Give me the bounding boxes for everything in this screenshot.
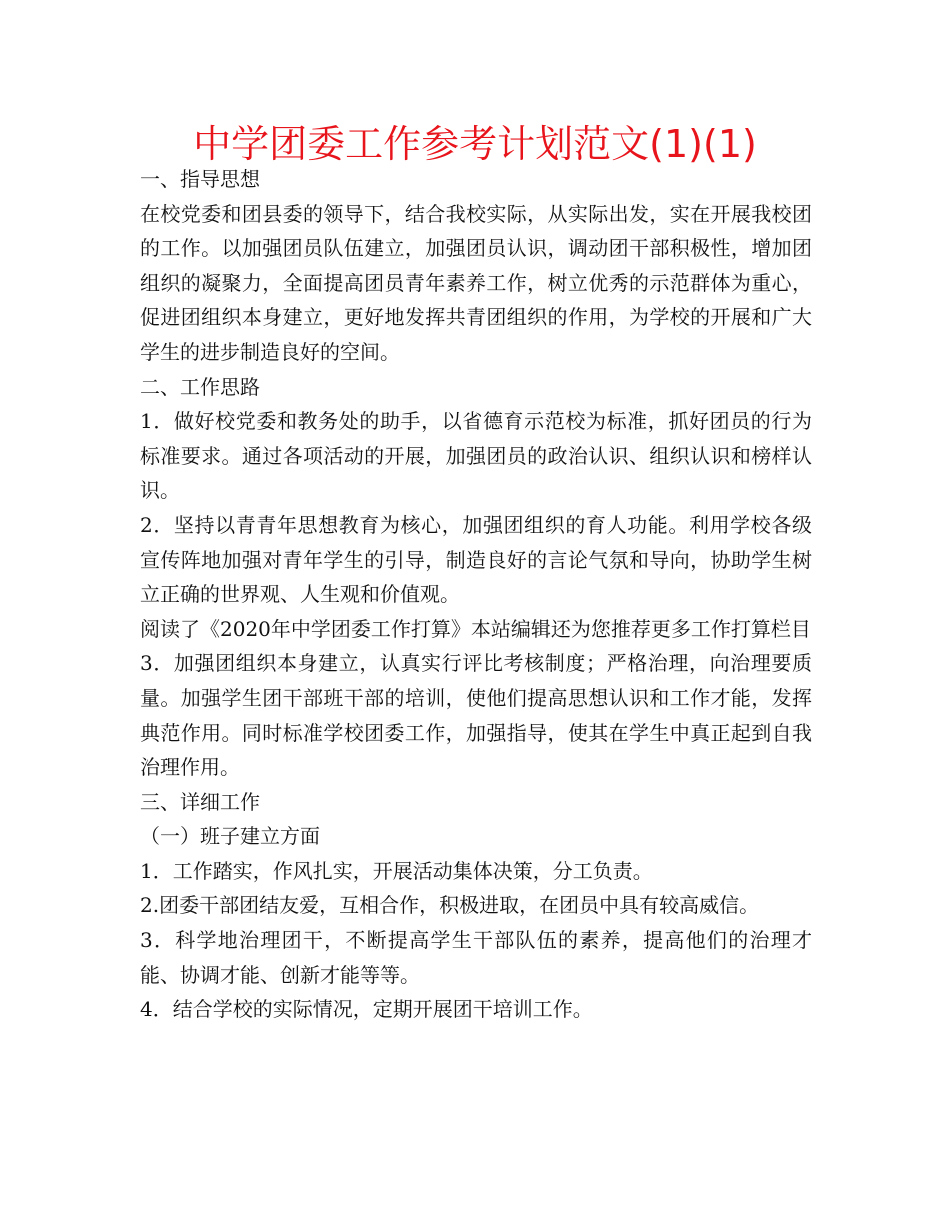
subsection-heading-team-building: （一）班子建立方面 [140,824,320,849]
paragraph-editor-note: 阅读了《2020年中学团委工作打算》本站编辑还为您推荐更多工作打算栏目 [140,616,811,641]
list-item-2: 2.团委干部团结友爱，互相合作，积极进取，在团员中具有较高威信。 [140,893,760,918]
section-heading-work-approach: 二、工作思路 [140,374,260,399]
list-item-3: 3．科学地治理团干，不断提高学生干部队伍的素养，提高他们的治理才能、协调才能、创新才能等等。 [140,928,812,987]
paragraph-approach-2: 2．坚持以青青年思想教育为核心，加强团组织的育人功能。利用学校各级宣传阵地加强对青年学生的引导，制造良好的言论气氛和导向，协助学生树立正确的世界观、人生观和价值观。 [140,512,812,607]
paragraph-approach-3: 3．加强团组织本身建立，认真实行评比考核制度；严格治理，向治理要质量。加强学生团干部班干部的培训，使他们提高思想认识和工作才能，发挥典范作用。同时标准学校团委工作，加强指导，使其在学生中真正起到自我治理作用。 [140,651,812,780]
document-body [140,162,812,1027]
document-title: 中学团委工作参考计划范文(1)(1) [193,122,757,166]
paragraph-guiding-ideology: 在校党委和团县委的领导下，结合我校实际，从实际出发，实在开展我校团的工作。以加强团员队伍建立，加强团员认识，调动团干部积极性，增加团组织的凝聚力，全面提高团员青年素养工作，树立优秀的示范群体为重心，促进团组织本身建立，更好地发挥共青团组织的作用，为学校的开展和广大学生的进步制造良好的空间。 [140,201,812,364]
paragraph-approach-1: 1．做好校党委和教务处的助手，以省德育示范校为标准，抓好团员的行为标准要求。通过各项活动的开展，加强团员的政治认识、组织认识和榜样认识。 [140,409,812,503]
list-item-4: 4．结合学校的实际情况，定期开展团干培训工作。 [140,997,593,1022]
section-heading-detailed-work: 三、详细工作 [140,789,260,814]
section-heading-guiding-ideology: 一、指导思想 [140,167,260,191]
list-item-1: 1．工作踏实，作风扎实，开展活动集体决策，分工负责。 [140,858,653,883]
